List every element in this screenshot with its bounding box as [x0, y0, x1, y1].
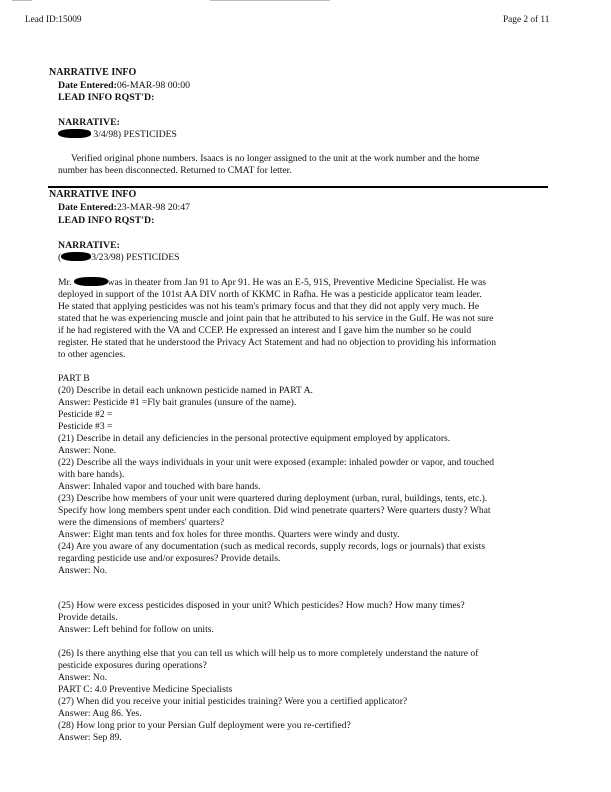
body-line: to other agencies.	[58, 349, 126, 360]
qa-line: Answer: No.	[58, 672, 108, 683]
narrative-heading-text: 3/23/98) PESTICIDES	[91, 252, 180, 263]
qa-line: PART C: 4.0 Preventive Medicine Specialists	[58, 684, 233, 695]
body-text: was in theater from Jan 91 to Apr 91. He was an E-5, 91S, Preventive Medicine Specialist. He was	[107, 277, 486, 288]
qa-line: Answer: Eight man tents and fox holes for three months. Quarters were windy and dusty.	[58, 529, 400, 540]
redaction	[58, 129, 91, 138]
qa-line: Answer: Sep 89.	[58, 732, 122, 743]
date-entered	[58, 202, 190, 214]
qa-line: (23) Describe how members of your unit were quartered during deployment (urban, rural, buildings, tents, etc.).	[58, 493, 488, 504]
qa-line: with bare hands).	[58, 469, 125, 480]
qa-line: pesticide exposures during operations?	[58, 660, 207, 671]
body-line: if he had registered with the VA and CCEP. He expressed an interest and I gave him the number so he could	[58, 325, 472, 336]
date-value: 06-MAR-98 00:00	[116, 80, 191, 91]
narrative-heading	[58, 129, 177, 141]
qa-line: Answer: None.	[58, 445, 117, 456]
qa-line: (27) When did you receive your initial pesticides training? Were you a certified applicator?	[58, 696, 408, 707]
qa-line: (25) How were excess pesticides disposed in your unit? Which pesticides? How much? How many times?	[58, 600, 465, 611]
qa-line: (22) Describe all the ways individuals in your unit were exposed (example: inhaled powder or vapor, and touched	[58, 457, 495, 468]
page-indicator: Page 2 of 11	[503, 15, 550, 25]
redaction	[74, 277, 108, 286]
narrative-label: NARRATIVE:	[58, 240, 120, 251]
qa-line: (28) How long prior to your Persian Gulf deployment were you re-certified?	[58, 720, 351, 731]
date-entered	[58, 80, 190, 92]
narrative-heading	[58, 252, 179, 264]
section-divider	[48, 186, 548, 188]
date-value: 23-MAR-98 20:47	[116, 202, 191, 213]
scan-mark	[210, 0, 330, 1]
body-line: He stated that applying pesticides was not his team's primary focus and that they did not apply very much. He	[58, 301, 480, 312]
section-title: NARRATIVE INFO	[49, 67, 137, 78]
lead-id: Lead ID:15009	[25, 15, 82, 25]
body-line: register. He stated that he understood the Privacy Act Statement and had no objection to providing his information	[58, 337, 497, 348]
qa-line: Answer: No.	[58, 565, 108, 576]
body-line	[58, 277, 486, 289]
body-line: deployed in support of the 101st AA DIV north of KKMC in Rafha. He was a pesticide applicator team leader.	[58, 289, 482, 300]
lead-info-label: LEAD INFO RQST'D:	[58, 92, 155, 103]
body-line: Verified original phone numbers. Isaacs is no longer assigned to the unit at the work number and the home	[71, 153, 480, 164]
qa-line: Answer: Inhaled vapor and touched with bare hands.	[58, 481, 261, 492]
qa-line: (24) Are you aware of any documentation (such as medical records, supply records, logs or journals) that exists	[58, 541, 486, 552]
qa-line: Answer: Left behind for follow on units.	[58, 624, 214, 635]
qa-line: Answer: Pesticide #1 =Fly bait granules (unsure of the name).	[58, 397, 297, 408]
qa-line: PART B	[58, 373, 90, 384]
section-title: NARRATIVE INFO	[49, 189, 137, 200]
narrative-label: NARRATIVE:	[58, 117, 120, 128]
qa-line: (21) Describe in detail any deficiencies in the personal protective equipment employed by applicators.	[58, 433, 451, 444]
qa-line: Pesticide #3 =	[58, 421, 113, 432]
date-label: Date Entered:	[58, 202, 117, 213]
narrative-heading-text: 3/4/98) PESTICIDES	[91, 129, 177, 140]
body-line: stated that he was experiencing muscle and joint pain that he attributed to his service in the Gulf. He was not sure	[58, 313, 494, 324]
salutation: Mr.	[58, 277, 72, 288]
scan-mark	[12, 0, 32, 1]
qa-line: (26) Is there anything else that you can tell us which will help us to more completely understand the nature of	[58, 648, 479, 659]
qa-line: Provide details.	[58, 612, 118, 623]
qa-line: Pesticide #2 =	[58, 409, 113, 420]
qa-line: (20) Describe in detail each unknown pesticide named in PART A.	[58, 385, 313, 396]
qa-line: were the dimensions of members' quarters?	[58, 517, 225, 528]
qa-line: regarding pesticide use and/or exposures? Provide details.	[58, 553, 281, 564]
body-line: number has been disconnected. Returned to CMAT for letter.	[58, 165, 292, 176]
redaction	[61, 252, 91, 261]
qa-line: Specify how long members spent under each condition. Did wind penetrate quarters? Were quarters dusty? What	[58, 505, 491, 516]
qa-line: Answer: Aug 86. Yes.	[58, 708, 142, 719]
date-label: Date Entered:	[58, 80, 117, 91]
paren: (	[58, 252, 62, 263]
lead-info-label: LEAD INFO RQST'D:	[58, 215, 155, 226]
